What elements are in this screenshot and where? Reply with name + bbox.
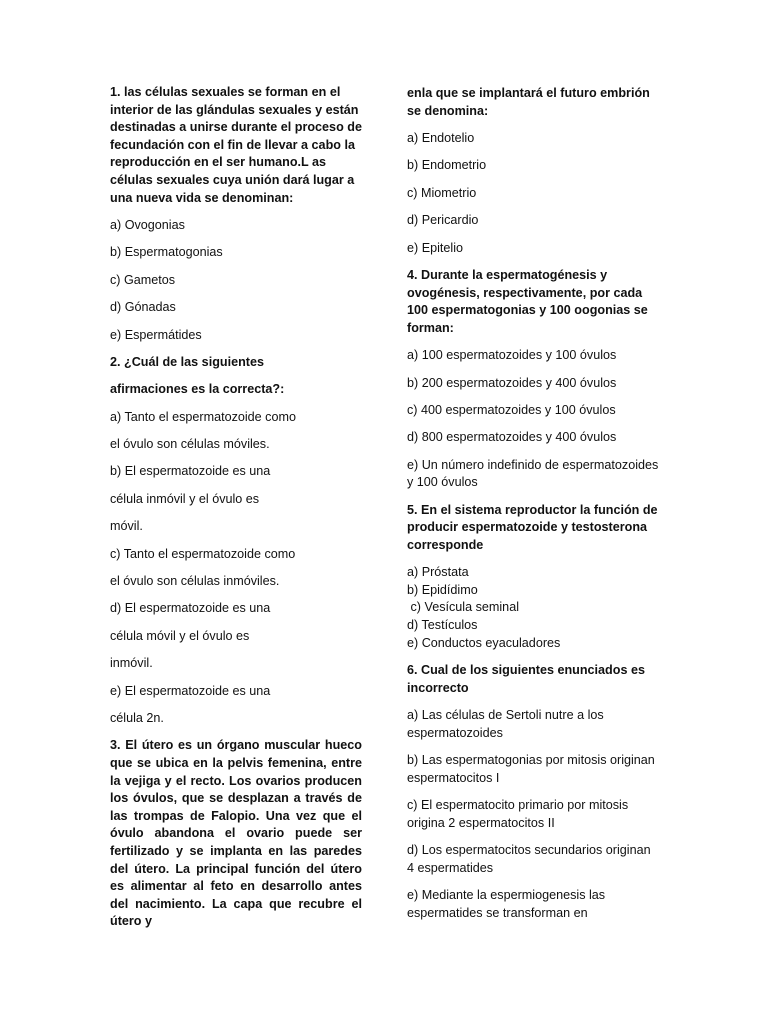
q5-option-b: b) Epidídimo	[407, 582, 478, 597]
q4-option-a: a) 100 espermatozoides y 100 óvulos	[407, 348, 617, 363]
q4-option-e: e) Un número indefinido de espermatozoides y 100 óvulos	[407, 457, 659, 490]
question-3-continued: enla que se implantará el futuro embrión se denomina:	[407, 86, 650, 118]
q5-option-a: a) Próstata	[407, 565, 469, 580]
q2-line: a) Tanto el espermatozoide como	[110, 409, 296, 424]
q2-line: el óvulo son células inmóviles.	[110, 574, 280, 589]
q1-option-b: b) Espermatogonias	[110, 245, 223, 260]
q6-option-d: d) Los espermatocitos secundarios originan 4 espermatides	[407, 842, 651, 875]
q6-option-a: a) Las células de Sertoli nutre a los espermatozoides	[407, 707, 604, 740]
q3-option-a: a) Endotelio	[407, 130, 475, 145]
q5-option-c: c) Vesícula seminal	[407, 600, 519, 615]
q2-line: inmóvil.	[110, 656, 153, 671]
q2-line: célula 2n.	[110, 710, 164, 725]
question-3: 3. El útero es un órgano muscular hueco que se ubica en la pelvis femenina, entre la vejiga y el recto. Los ovarios producen los óvulos, que se desplazan a través de las trompas de Falopio. Una vez que el óvulo abandona el ovario puede ser fertilizado y se implanta en las paredes del útero. La principal función del útero es alimentar al feto en desarrollo antes del nacimiento. La capa que recubre el útero y	[110, 738, 362, 929]
q3-option-c: c) Miometrio	[407, 185, 477, 200]
q6-option-c: c) El espermatocito primario por mitosis origina 2 espermatocitos II	[407, 797, 629, 830]
q2-line: célula móvil y el óvulo es	[110, 628, 250, 643]
question-2-line-2: afirmaciones es la correcta?:	[110, 382, 285, 397]
q1-option-c: c) Gametos	[110, 272, 176, 287]
q2-line: d) El espermatozoide es una	[110, 601, 271, 616]
q3-option-b: b) Endometrio	[407, 158, 487, 173]
question-1: 1. las células sexuales se forman en el interior de las glándulas sexuales y están destinadas a unirse durante el proceso de fecundación con el fin de llevar a cabo la reproducción en el ser humano.L as células sexuales cuya unión dará lugar a una nueva vida se denominan:	[110, 85, 362, 205]
q2-line: c) Tanto el espermatozoide como	[110, 546, 296, 561]
question-5: 5. En el sistema reproductor la función de producir espermatozoide y testosterona corresponde	[407, 502, 658, 552]
left-column	[110, 84, 362, 931]
q2-line: b) El espermatozoide es una	[110, 464, 271, 479]
q2-line: e) El espermatozoide es una	[110, 683, 271, 698]
q1-option-d: d) Gónadas	[110, 300, 176, 315]
q2-line: móvil.	[110, 519, 143, 534]
q4-option-b: b) 200 espermatozoides y 400 óvulos	[407, 375, 617, 390]
question-2-line-1: 2. ¿Cuál de las siguientes	[110, 354, 264, 369]
q1-option-a: a) Ovogonias	[110, 217, 185, 232]
q6-option-e: e) Mediante la espermiogenesis las espermatides se transforman en	[407, 887, 606, 920]
q4-option-c: c) 400 espermatozoides y 100 óvulos	[407, 402, 616, 417]
q3-option-e: e) Epitelio	[407, 240, 464, 255]
q4-option-d: d) 800 espermatozoides y 400 óvulos	[407, 430, 617, 445]
question-4: 4. Durante la espermatogénesis y ovogénesis, respectivamente, por cada 100 espermatogonias y 100 oogonias se forman:	[407, 267, 648, 335]
q5-option-d: d) Testículos	[407, 618, 478, 633]
q2-line: el óvulo son células móviles.	[110, 437, 270, 452]
question-6: 6. Cual de los siguientes enunciados es incorrecto	[407, 663, 645, 695]
q1-option-e: e) Espermátides	[110, 327, 202, 342]
q6-option-b: b) Las espermatogonias por mitosis originan espermatocitos I	[407, 752, 655, 785]
right-column	[407, 85, 659, 922]
q2-line: célula inmóvil y el óvulo es	[110, 491, 260, 506]
q3-option-d: d) Pericardio	[407, 213, 479, 228]
q5-option-e: e) Conductos eyaculadores	[407, 635, 561, 650]
